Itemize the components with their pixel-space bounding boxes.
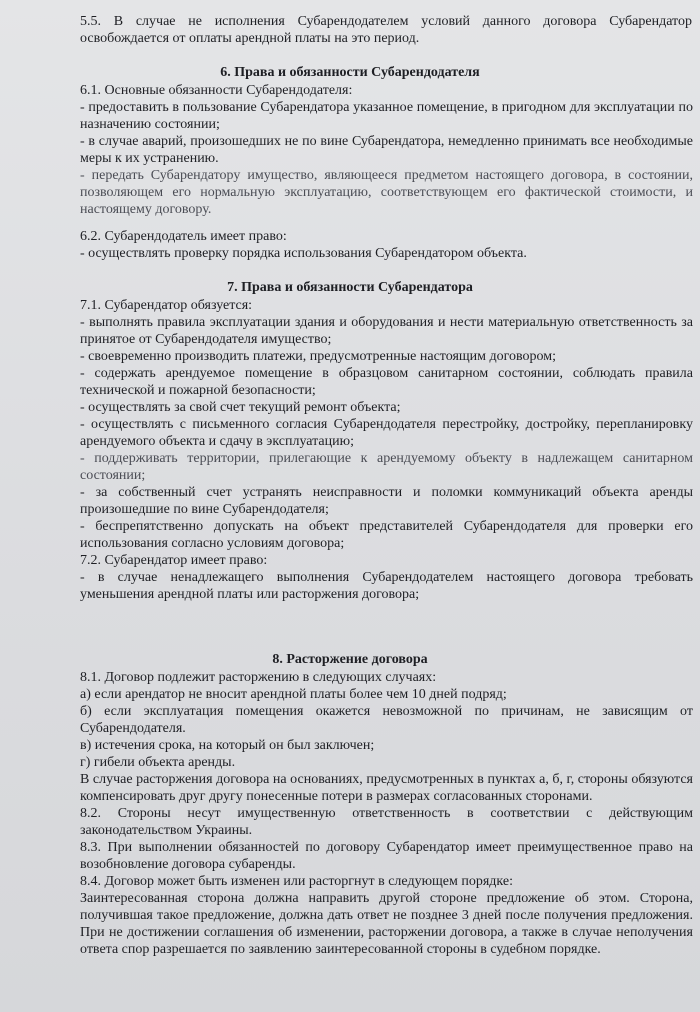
section-7-title: 7. Права и обязанности Субарендатора: [227, 280, 473, 295]
clause-8-1-tail: В случае расторжения договора на основаниях, предусмотренных в пунктах а, б, г, стороны обязуются компенсировать друг другу понесенные потери в размерах согласованных сторонами.: [80, 772, 693, 804]
section-7-item-4: - осуществлять за свой счет текущий ремонт объекта;: [80, 400, 401, 415]
case-a: а) если арендатор не вносит арендной платы более чем 10 дней подряд;: [80, 687, 507, 702]
clause-8-4-body: Заинтересованная сторона должна направить другой стороне предложение об этом. Сторона, получившая такое предложение, должна дать ответ не позднее 3 дней после получения предложения. При не достижении соглашения об изменении, расторжении договора, а также в случае неполучения ответа спор разрешается по заявлению заинтересованной стороны в судебном порядке.: [80, 891, 693, 957]
section-6-item-4: - осуществлять проверку порядка использования Субарендатором объекта.: [80, 246, 527, 261]
clause-5-5-text: 5.5. В случае не исполнения Субарендодателем условий данного договора Субарендатор освобождается от оплаты арендной платы на это период.: [80, 14, 692, 46]
section-7-item-9: - в случае ненадлежащего выполнения Субарендодателем настоящего договора требовать уменьшения арендной платы или расторжения договора;: [80, 570, 693, 602]
case-d: г) гибели объекта аренды.: [80, 755, 236, 770]
section-8-title: 8. Расторжение договора: [272, 652, 428, 667]
section-6-item: [80, 133, 693, 167]
section-6-item-2: - в случае аварий, произошедших не по вине Субарендатора, немедленно принимать все необходимые меры к их устранению.: [80, 134, 693, 166]
clause-8-2: 8.2. Стороны несут имущественную ответственность в соответствии с действующим законодательством Украины.: [80, 806, 693, 838]
section-7-item-1: - выполнять правила эксплуатации здания и оборудования и нести материальную ответственность за принятое от Субарендодателя имущество;: [80, 315, 693, 347]
clause-8-3: 8.3. При выполнении обязанностей по договору Субарендатор имеет преимущественное право на возобновление договора субаренды.: [80, 840, 693, 872]
clause-8-4: 8.4. Договор может быть изменен или расторгнут в следующем порядке:: [80, 874, 513, 889]
clause-7-1: 7.1. Субарендатор обязуется:: [80, 298, 253, 313]
section-7-item-7: - за собственный счет устранять неисправности и поломки коммуникаций объекта аренды произошедшие по вине Субарендодателя;: [80, 485, 693, 517]
section-6-item: [80, 99, 693, 133]
case-b: б) если эксплуатация помещения окажется невозможной по причинам, не зависящим от Субарендодателя.: [80, 704, 693, 736]
section-6-item-3: - передать Субарендатору имущество, являющееся предметом настоящего договора, в состоянии, позволяющем его нормальную эксплуатацию, соответствующем его фактической стоимости, и настоящему договору.: [80, 168, 693, 217]
clause-5-5: [80, 13, 692, 47]
clause-7-2: 7.2. Субарендатор имеет право:: [80, 553, 268, 568]
clause-8-1: 8.1. Договор подлежит расторжению в следующих случаях:: [80, 670, 437, 685]
section-6-item-1: - предоставить в пользование Субарендатора указанное помещение, в пригодном для эксплуатации по назначению состоянии;: [80, 100, 693, 132]
section-7-item-6: - поддерживать территории, прилегающие к арендуемому объекту в надлежащем санитарном состоянии;: [80, 451, 693, 483]
clause-6-1: 6.1. Основные обязанности Субарендодателя:: [80, 83, 353, 98]
section-7-item-2: - своевременно производить платежи, предусмотренные настоящим договором;: [80, 349, 557, 364]
section-6-title: 6. Права и обязанности Субарендодателя: [220, 65, 480, 80]
section-7-item-5: - осуществлять с письменного согласия Субарендодателя перестройку, достройку, перепланировку арендуемого объекта и сдачу в эксплуатацию;: [80, 417, 693, 449]
clause-6-2: 6.2. Субарендодатель имеет право:: [80, 229, 287, 244]
section-6-item: [80, 167, 693, 218]
case-c: в) истечения срока, на который он был заключен;: [80, 738, 375, 753]
section-7-item-3: - содержать арендуемое помещение в образцовом санитарном состоянии, соблюдать правила технической и пожарной безопасности;: [80, 366, 693, 398]
section-7-item-8: - беспрепятственно допускать на объект представителей Субарендодателя для проверки его использования согласно условиям договора;: [80, 519, 693, 551]
